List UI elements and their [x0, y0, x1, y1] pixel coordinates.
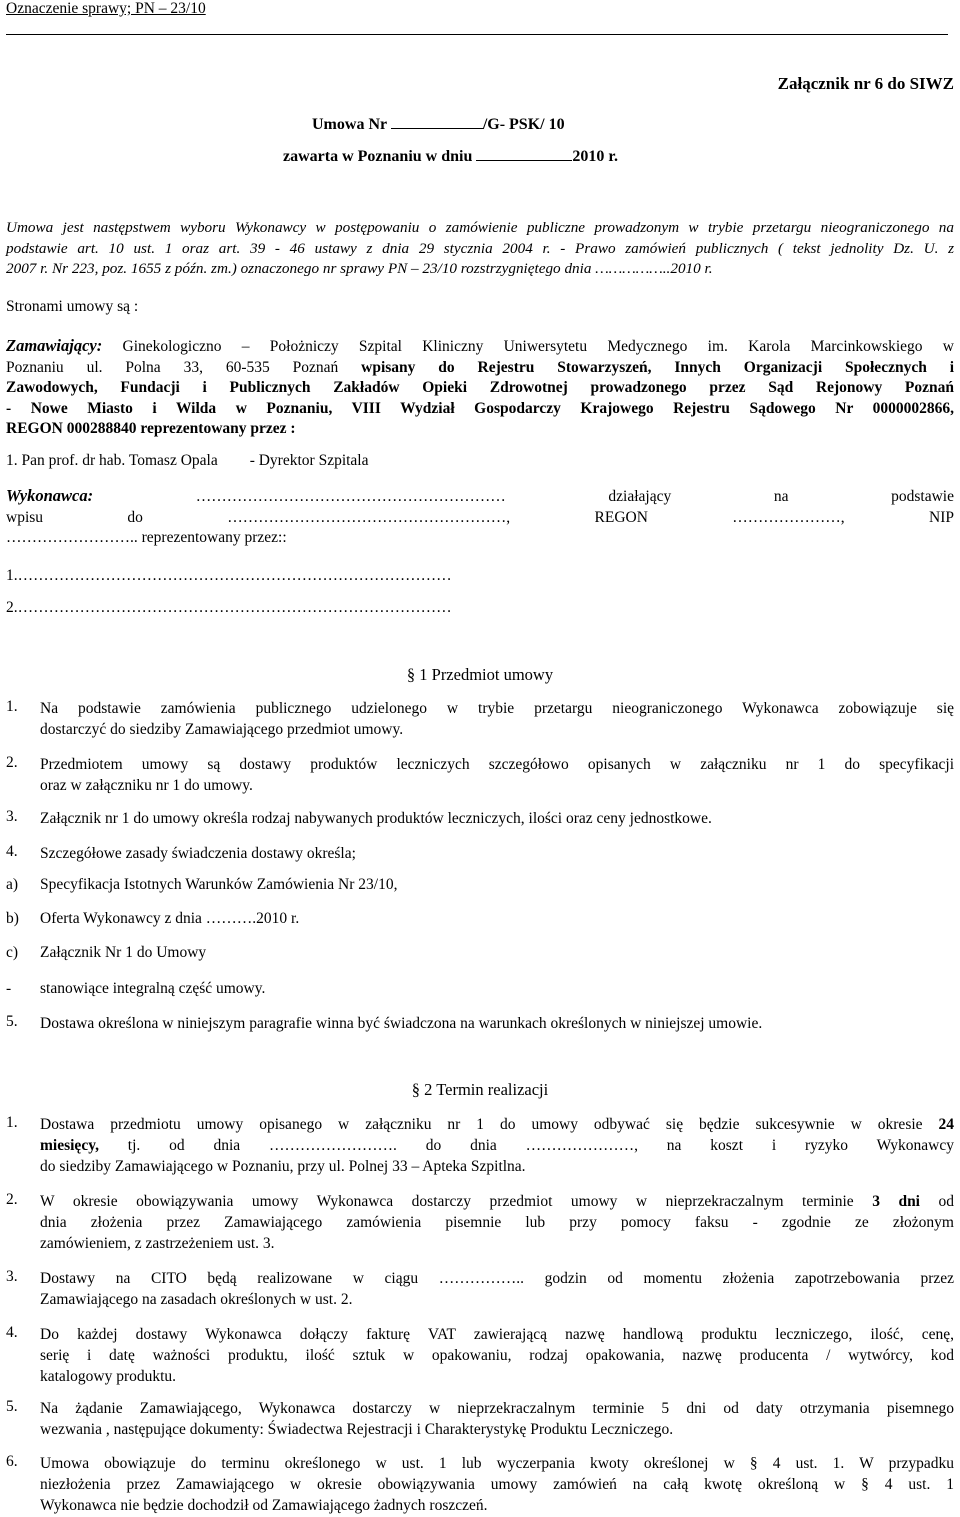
zamawiajacy-label: Zamawiający: — [6, 336, 103, 355]
subitem-text: stanowiące integralną część umowy. — [40, 980, 266, 997]
wykonawca-representative: …………………….. reprezentowany przez:: — [6, 529, 287, 546]
item-text: W okresie obowiązywania umowy Wykonawca dostarczy przedmiot umowy w nieprzekraczalnym terminie — [40, 1193, 854, 1210]
attachment-label: Załącznik nr 6 do SIWZ — [777, 74, 954, 93]
item-number: 2. — [6, 754, 18, 771]
subitem-text: Załącznik Nr 1 do Umowy — [40, 944, 207, 961]
contract-number-suffix: /G- PSK/ 10 — [482, 116, 565, 133]
item-number: 5. — [6, 1013, 18, 1030]
section-1-heading: § 1 Przedmiot umowy — [406, 665, 554, 684]
item-line: Załącznik nr 1 do umowy określa rodzaj nabywanych produktów leczniczych, ilości oraz ceny jednostkowe. — [40, 810, 712, 827]
item-number: 4. — [6, 1324, 18, 1341]
item-line: do siedziby Zamawiającego w Poznaniu, przy ul. Polnej 33 – Apteka Szpitlna. — [40, 1158, 526, 1175]
item-line: Dostawa określona w niniejszym paragrafie winna być świadczona na warunkach określonych w niniejszej umowie. — [40, 1015, 763, 1032]
contract-date-blank — [476, 160, 572, 161]
subitem-mark: b) — [6, 910, 19, 927]
item-line: katalogowy produktu. — [40, 1368, 177, 1385]
item-text: Dostawa przedmiotu umowy opisanego w załączniku nr 1 do umowy odbywać się będzie sukcesywnie w okresie — [40, 1116, 923, 1133]
item-line: Dostawy na CITO będą realizowane w ciągu …………….. godzin od momentu złożenia zapotrzebowania przez — [40, 1270, 954, 1287]
intro-line: Umowa jest następstwem wyboru Wykonawcy w postępowaniu o zamówienie publiczne prowadzonym w trybie przetargu nieograniczonego na — [6, 219, 954, 236]
parties-label: Stronami umowy są : — [6, 298, 139, 315]
zamawiajacy-name: Ginekologiczno – Położniczy Szpital Kliniczny Uniwersytetu Medycznego im. Karola Marcinkowskiego w — [102, 338, 954, 355]
item-line: Umowa obowiązuje do terminu określonego w ust. 1 lub wyczerpania kwoty określonej w § 4 ust. 1. W przypadku — [40, 1455, 954, 1472]
item-line: Szczegółowe zasady świadczenia dostawy określa; — [40, 845, 356, 862]
contract-date-line — [283, 148, 618, 166]
case-reference: Oznaczenie sprawy; PN – 23/10 — [6, 0, 206, 17]
item-line: Na żądanie Zamawiającego, Wykonawca dostarczy w nieprzekraczalnym terminie 5 dni od daty otrzymania pisemnego — [40, 1400, 954, 1417]
item-number: 1. — [6, 698, 18, 715]
item-line: Zamawiającego na zasadach określonych w ust. 2. — [40, 1291, 353, 1308]
item-emphasis: miesięcy, — [40, 1137, 99, 1154]
item-line: Do każdej dostawy Wykonawca dołączy fakturę VAT zawierającą nazwę handlową produktu leczniczego, ilość, cenę, — [40, 1326, 954, 1343]
contract-date-label: zawarta w Poznaniu w dniu — [283, 148, 473, 165]
item-text: tj. od dnia ……………………. do dnia …………………, na koszt i ryzyko Wykonawcy — [98, 1137, 954, 1154]
item-line: serię i datę ważności produktu, ilość sztuk w opakowaniu, rodzaj opakowania, nazwę producenta / wytwórcy, kod — [40, 1347, 954, 1364]
item-number: 3. — [6, 808, 18, 825]
wykonawca-rep-1: 1.………………………………………………………………………… — [6, 567, 452, 584]
subitem-text: Oferta Wykonawcy z dnia ……….2010 r. — [40, 910, 300, 927]
zamawiajacy-regon: REGON 000288840 reprezentowany przez : — [6, 420, 296, 437]
item-line: niezłożenia przez Zamawiającego w okresie obowiązywania umowy zamówień na całą kwotę określoną w § 4 ust. 1 — [40, 1476, 954, 1493]
item-number: 5. — [6, 1398, 18, 1415]
wykonawca-rep-2: 2.………………………………………………………………………… — [6, 599, 452, 616]
section-2-heading: § 2 Termin realizacji — [411, 1080, 549, 1099]
contract-title — [312, 116, 565, 134]
item-number: 1. — [6, 1114, 18, 1131]
item-emphasis: 3 dni — [872, 1193, 920, 1210]
intro-line: 2007 r. Nr 223, poz. 1655 z późn. zm.) oznaczonego nr sprawy PN – 23/10 rozstrzygniętego dnia ……………..2010 r. — [6, 260, 713, 277]
item-number: 3. — [6, 1268, 18, 1285]
item-number: 4. — [6, 843, 18, 860]
intro-paragraph — [6, 218, 954, 280]
item-line: Przedmiotem umowy są dostawy produktów leczniczych szczegółowo opisanych w załączniku nr 1 do specyfikacji — [40, 756, 954, 773]
zamawiajacy-registry: wpisany do Rejestru Stowarzyszeń, Innych Organizacji Społecznych i — [361, 358, 955, 376]
representative-line — [6, 452, 369, 470]
wykonawca-block — [6, 486, 954, 549]
contract-date-year: 2010 r. — [572, 148, 618, 165]
subitem — [6, 876, 18, 894]
item-line: oraz w załączniku nr 1 do umowy. — [40, 777, 253, 794]
zamawiajacy-registry-line: - Nowe Miasto i Wilda w Poznaniu, VIII Wydział Gospodarczy Krajowego Rejestru Sądowego Nr 0000002866, — [6, 399, 954, 417]
item-text: od — [920, 1193, 955, 1210]
subitem — [6, 910, 19, 928]
representative-role: - Dyrektor Szpitala — [249, 452, 369, 469]
wykonawca-fill: …………………………………………………… działający na podstawie — [93, 488, 954, 505]
header-rule — [6, 34, 948, 35]
contract-number-blank — [391, 128, 483, 129]
item-line: Wykonawca nie będzie dochodził od Zamawiającego żadnych roszczeń. — [40, 1497, 488, 1514]
item-line: dostarczyć do siedziby Zamawiającego przedmiot umowy. — [40, 721, 404, 738]
item-number: 2. — [6, 1191, 18, 1208]
item-line: zamówieniem, z zastrzeżeniem ust. 3. — [40, 1235, 275, 1252]
zamawiajacy-block — [6, 336, 954, 440]
subitem-text: Specyfikacja Istotnych Warunków Zamówienia Nr 23/10, — [40, 876, 398, 893]
wykonawca-label: Wykonawca: — [6, 486, 94, 505]
intro-line: podstawie art. 10 ust. 1 oraz art. 39 - 46 ustawy z dnia 29 stycznia 2004 r. - Prawo zamówień publicznych ( tekst jednolity Dz. U. z — [6, 239, 954, 257]
item-line: dnia złożenia przez Zamawiającego zamówienia pisemnie lub przy pomocy faksu - zgodnie ze złożonym — [40, 1214, 954, 1231]
wykonawca-registry: wpisu do ………………………………………………, REGON …………………, NIP — [6, 508, 954, 526]
subitem-mark: a) — [6, 876, 19, 893]
subitem — [6, 944, 18, 962]
zamawiajacy-address: Poznaniu ul. Polna 33, 60-535 Poznań — [6, 358, 339, 376]
subitem — [6, 980, 11, 998]
item-emphasis: 24 — [938, 1116, 955, 1133]
subitem-mark: - — [6, 980, 12, 997]
representative-name: 1. Pan prof. dr hab. Tomasz Opala — [6, 452, 218, 469]
item-number: 6. — [6, 1453, 18, 1470]
contract-number-label: Umowa Nr — [312, 116, 387, 133]
item-line: wezwania , następujące dokumenty: Świadectwa Rejestracji i Charakterystykę Produktu Leczniczego. — [40, 1421, 674, 1438]
item-line: Na podstawie zamówienia publicznego udzielonego w trybie przetargu nieograniczonego Wykonawca zobowiązuje się — [40, 700, 954, 717]
zamawiajacy-registry-line: Zawodowych, Fundacji i Publicznych Zakładów Opieki Zdrowotnej prowadzonego przez Sąd Rejonowy Poznań — [6, 379, 954, 396]
subitem-mark: c) — [6, 944, 19, 961]
